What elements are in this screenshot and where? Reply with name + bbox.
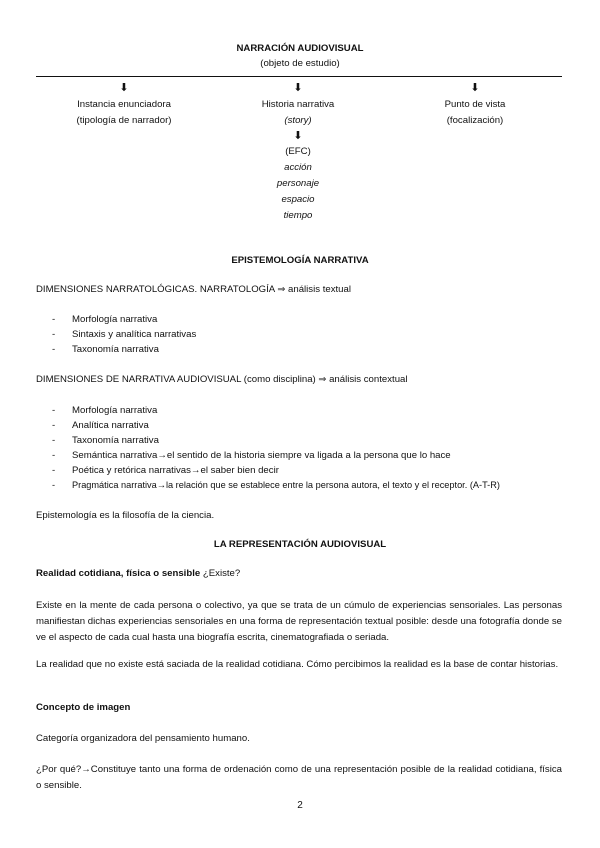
list-item: - Pragmática narrativa→la relación que se establece entre la persona autora, el texto y el receptor. (A-T-R) (52, 480, 500, 490)
dimension-label: DIMENSIONES NARRATOLÓGICAS. NARRATOLOGÍA (36, 284, 275, 295)
column-narrator-subtitle: (tipología de narrador) (76, 115, 172, 126)
epistemology-definition: Epistemología es la filosofía de la ciencia. (36, 510, 215, 521)
down-arrow-icon: ⬇ (470, 82, 480, 94)
section-title-epistemology: EPISTEMOLOGÍA NARRATIVA (231, 255, 369, 266)
down-arrow-icon: ⬇ (293, 130, 303, 142)
down-arrow-icon: ⬇ (293, 82, 303, 94)
efc-label: (EFC) (285, 146, 311, 157)
dimension-suffix: ⇒ análisis textual (277, 284, 351, 295)
paragraph: Existe en la mente de cada persona o colectivo, ya que se trata de un cúmulo de experiencias sensoriales. Las personas manifiestan dichas experiencias sensoriales en una forma de representación textual posible: desde una fotografía donde se ve el aspecto de cada cual hasta una biografía escrita, cinematografiada o seriada. (36, 600, 562, 643)
dimension-heading-narratology (36, 284, 351, 295)
concept-definition: Categoría organizadora del pensamiento humano. (36, 733, 250, 744)
paragraph: ¿Por qué?→Constituye tanto una forma de ordenación como de una representación posible de la realidad cotidiana, física o sensible. (36, 764, 562, 791)
concept-title: Concepto de imagen (36, 702, 131, 713)
efc-item: tiempo (283, 210, 313, 221)
section-title-representation: LA REPRESENTACIÓN AUDIOVISUAL (213, 539, 387, 550)
column-pov-subtitle: (focalización) (446, 115, 504, 126)
document-subtitle: (objeto de estudio) (260, 58, 340, 69)
document-title: NARRACIÓN AUDIOVISUAL (236, 43, 364, 54)
efc-item: acción (284, 162, 312, 173)
column-pov-title: Punto de vista (444, 99, 506, 110)
list-item: - Taxonomía narrativa (52, 344, 159, 355)
list-item: - Morfología narrativa (52, 314, 158, 325)
column-narrator (34, 97, 214, 129)
list-item: - Semántica narrativa→el sentido de la historia siempre va ligada a la persona que lo hace (52, 450, 451, 461)
audiovisual-list (52, 403, 500, 493)
list-item: - Sintaxis y analítica narrativas (52, 329, 197, 340)
list-item: - Taxonomía narrativa (52, 435, 159, 446)
column-narrator-title: Instancia enunciadora (77, 99, 171, 110)
column-story-title: Historia narrativa (261, 99, 335, 110)
down-arrow-icon: ⬇ (119, 82, 129, 94)
list-item: - Morfología narrativa (52, 405, 158, 416)
question-heading (36, 568, 240, 579)
efc-item: personaje (276, 178, 320, 189)
dimension-suffix: (como disciplina) ⇒ análisis contextual (243, 374, 408, 385)
horizontal-rule (36, 76, 562, 77)
column-story (208, 97, 388, 224)
dimension-label: DIMENSIONES DE NARRATIVA AUDIOVISUAL (36, 374, 242, 385)
question-bold: Realidad cotidiana, física o sensible (36, 568, 201, 579)
question-rest: ¿Existe? (202, 568, 241, 579)
column-story-subtitle: (story) (284, 115, 312, 126)
column-point-of-view (385, 97, 565, 129)
narratology-list (52, 312, 196, 357)
efc-item: espacio (281, 194, 315, 205)
page-number: 2 (297, 800, 303, 811)
dimension-heading-audiovisual (36, 374, 408, 385)
paragraph: La realidad que no existe está saciada de la realidad cotidiana. Cómo percibimos la realidad es la base de contar historias. (36, 659, 559, 670)
list-item: - Analítica narrativa (52, 420, 149, 431)
list-item: - Poética y retórica narrativas→el saber bien decir (52, 465, 279, 476)
